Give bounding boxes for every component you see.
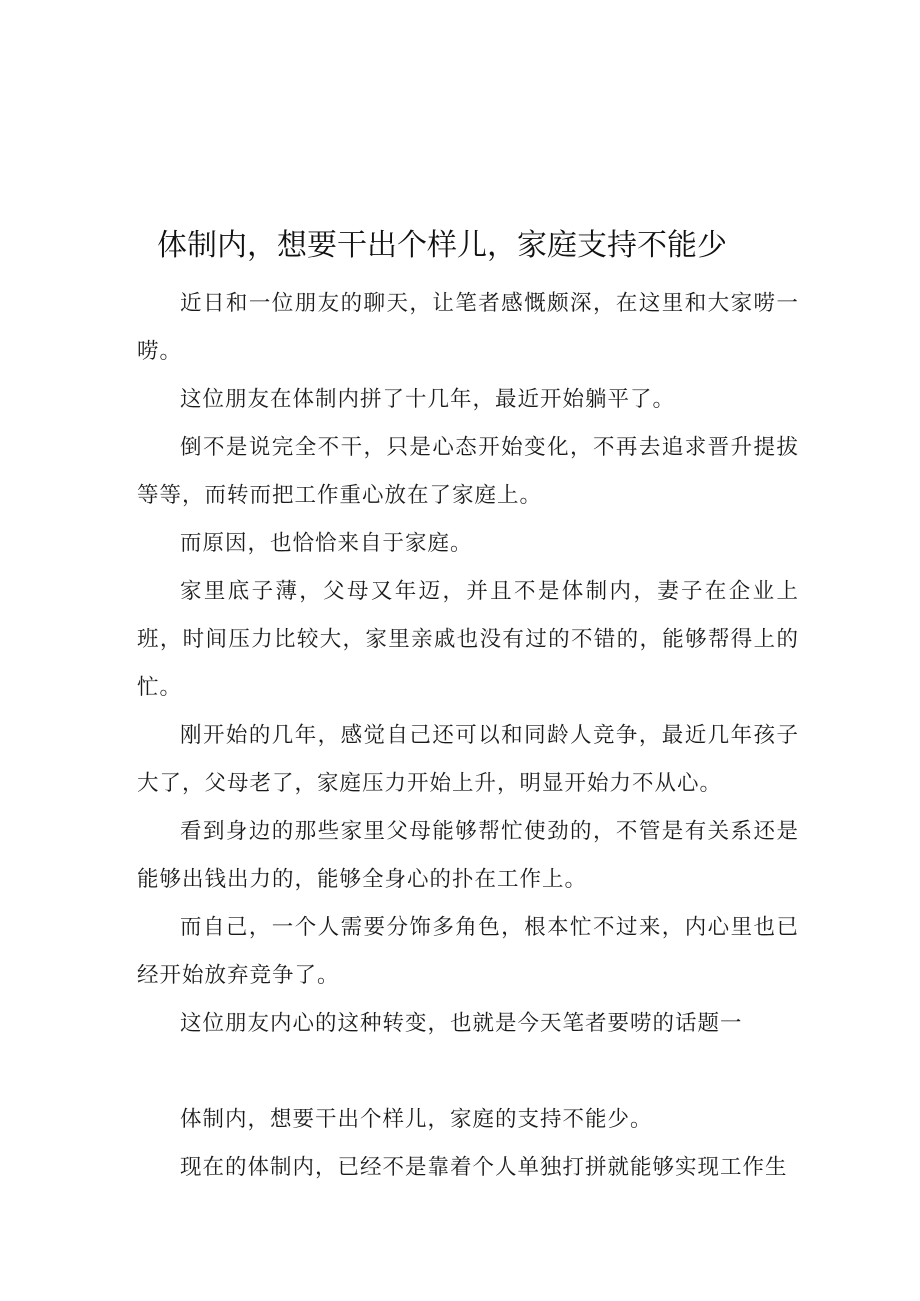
blank-line [137,1048,799,1096]
paragraph: 家里底子薄，父母又年迈，并且不是体制内，妻子在企业上班，时间压力比较大，家里亲戚也没有过的不错的，能够帮得上的忙。 [137,579,799,700]
paragraph: 看到身边的那些家里父母能够帮忙使劲的，不管是有关系还是能够出钱出力的，能够全身心的扑在工作上。 [137,819,799,892]
paragraph: 倒不是说完全不干，只是心态开始变化，不再去追求晋升提拔等等，而转而把工作重心放在了家庭上。 [137,435,799,508]
paragraph: 这位朋友在体制内拼了十几年，最近开始躺平了。 [180,387,676,412]
document-body [137,280,799,1192]
paragraph: 而原因，也恰恰来自于家庭。 [180,531,473,556]
document-title: 体制内，想要干出个样儿，家庭支持不能少 [157,228,727,263]
paragraph: 这位朋友内心的这种转变，也就是今天笔者要唠的话题一 [180,1011,743,1036]
paragraph: 体制内，想要干出个样儿，家庭的支持不能少。 [180,1107,653,1132]
paragraph: 而自己，一个人需要分饰多角色，根本忙不过来，内心里也已经开始放弃竞争了。 [137,915,799,988]
paragraph: 近日和一位朋友的聊天，让笔者感慨颇深，在这里和大家唠一唠。 [137,291,799,364]
paragraph: 刚开始的几年，感觉自己还可以和同龄人竞争，最近几年孩子大了，父母老了，家庭压力开始上升，明显开始力不从心。 [137,723,799,796]
paragraph: 现在的体制内，已经不是靠着个人单独打拼就能够实现工作生 [180,1155,788,1180]
